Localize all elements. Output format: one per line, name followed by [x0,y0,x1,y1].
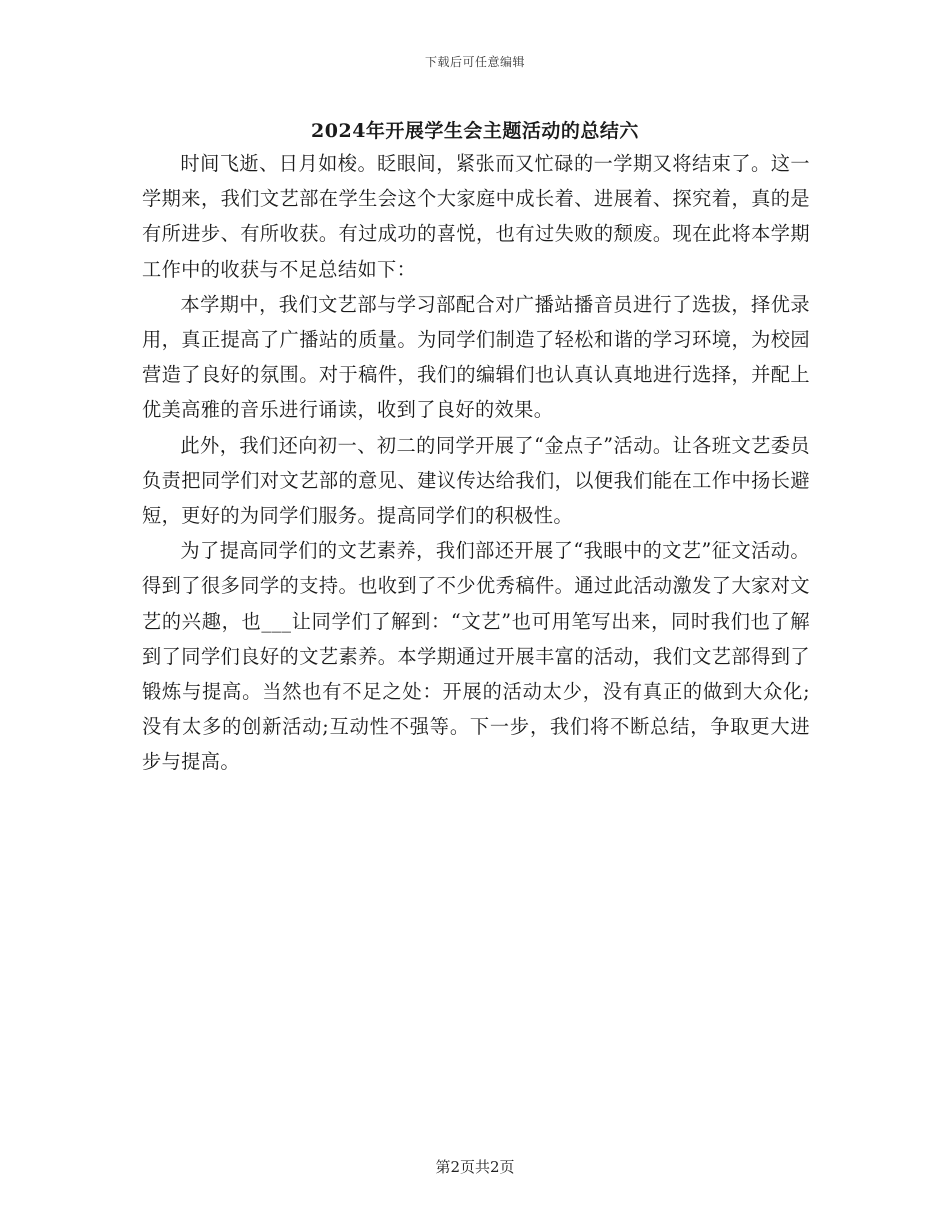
paragraph-intro: 时间飞逝、日月如梭。眨眼间，紧张而又忙碌的一学期又将结束了。这一学期来，我们文艺部在学生会这个大家庭中成长着、进展着、探究着，真的是有所进步、有所收获。有过成功的喜悦，也有过失败的颓废。现在此将本学期工作中的收获与不足总结如下： [142,152,810,281]
document-title: 2024年开展学生会主题活动的总结六 [311,120,639,142]
document-body [142,146,810,780]
paragraph-essay-activity: 为了提高同学们的文艺素养，我们部还开展了“我眼中的文艺”征文活动。得到了很多同学的支持。也收到了不少优秀稿件。通过此活动激发了大家对文艺的兴趣，也___让同学们了解到：“文艺”也可用笔写出来，同时我们也了解到了同学们良好的文艺素养。本学期通过开展丰富的活动，我们文艺部得到了锻炼与提高。当然也有不足之处：开展的活动太少，没有真正的做到大众化;没有太多的创新活动;互动性不强等。下一步，我们将不断总结，争取更大进步与提高。 [142,539,810,774]
paragraph-broadcast: 本学期中，我们文艺部与学习部配合对广播站播音员进行了选拔，择优录用，真正提高了广播站的质量。为同学们制造了轻松和谐的学习环境，为校园营造了良好的氛围。对于稿件，我们的编辑们也认真认真地进行选择，并配上优美高雅的音乐进行诵读，收到了良好的效果。 [142,292,810,422]
paragraph-golden-ideas: 此外，我们还向初一、初二的同学开展了“金点子”活动。让各班文艺委员负责把同学们对文艺部的意见、建议传达给我们，以便我们能在工作中扬长避短，更好的为同学们服务。提高同学们的积极性。 [142,433,810,528]
page-number-footer: 第2页共2页 [435,1158,515,1176]
header-note: 下载后可任意编辑 [424,55,525,69]
